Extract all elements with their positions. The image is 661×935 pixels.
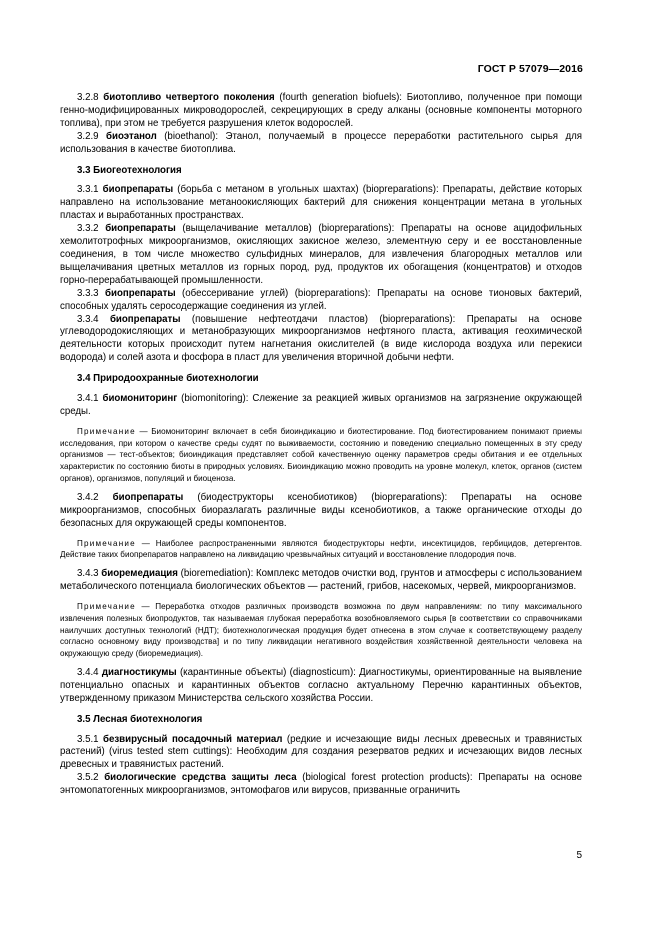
paragraph-3-5-1: 3.5.1 безвирусный посадочный материал (редкие и исчезающие виды лесных древесных и травянистых растений) (virus tested stem cuttings): Необходим для создания резерватов редких и исчезающих видов лесных древесных и травянистых растений.	[60, 733, 582, 771]
paragraph-3-5-2: 3.5.2 биологические средства защиты леса (biological forest protection products): Препараты на основе энтомопатогенных микроорганизмов, энтомофагов или вирусов, призванные ограничить	[60, 772, 582, 797]
section-heading-3-4: 3.4 Природоохранные биотехнологии	[77, 373, 259, 385]
term: биопрепараты	[112, 491, 184, 503]
term: биологические средства защиты леса	[104, 772, 297, 784]
term: диагностикумы	[101, 666, 177, 678]
paragraph-3-4-2: 3.4.2 биопрепараты (биодеструкторы ксенобиотиков) (biopreparations): Препараты на основе микроорганизмов, способных биоразлагать различные виды ксенобиотиков, а также органические отходы до безопасных для окружающей среды компонентов.	[60, 491, 582, 529]
section-heading-3-3: 3.3 Биогеотехнология	[77, 164, 182, 176]
section-heading-3-5: 3.5 Лесная биотехнология	[77, 713, 203, 725]
paragraph-3-4-4: 3.4.4 диагностикумы (карантинные объекты) (diagnosticum): Диагностикумы, ориентированные на выявление потенциально опасных и карантинных объектов согласно актуальному Перечню карантинных объектов, утвержденному приказом Министерства сельского хозяйства России.	[60, 666, 582, 704]
term: безвирусный посадочный материал	[103, 733, 283, 745]
page-number: 5	[576, 850, 582, 861]
paragraph-3-3-1: 3.3.1 биопрепараты (борьба с метаном в угольных шахтах) (biopreparations): Препараты, действие которых направлено на использование метаноокисляющих бактерий для снижения концентрации метана в угольных пластах и выработанных пространствах.	[60, 184, 582, 222]
term: биоэтанол	[106, 130, 157, 142]
paragraph-3-3-3: 3.3.3 биопрепараты (обессеривание углей) (biopreparations): Препараты на основе тионовых бактерий, способных удалять серосодержащие соединения из углей.	[60, 287, 582, 312]
document-body	[60, 92, 582, 798]
paragraph-3-2-9: 3.2.9 биоэтанол (bioethanol): Этанол, получаемый в процессе переработки растительного сырья для использования в качестве биотоплива.	[60, 130, 582, 155]
term: биопрепараты	[102, 184, 174, 196]
document-id: ГОСТ Р 57079—2016	[477, 63, 583, 75]
paragraph-3-4-3: 3.4.3 биоремедиация (bioremediation): Комплекс методов очистки вод, грунтов и атмосферы с использованием метаболического потенциала биологических объектов — растений, грибов, насекомых, червей, микроорганизмов.	[60, 568, 582, 593]
paragraph-3-3-4: 3.3.4 биопрепараты (повышение нефтеотдачи пластов) (biopreparations): Препараты на основе углеводородокисляющих и метанобразующих микроорганизмов нефтяного пласта, активация геохимической деятельности которых происходит путем нагнетания окислителей (в виде кислорода воздуха или перекиси водорода) и солей азота и фосфора в пласт для увеличения вторичной добычи нефти.	[60, 313, 582, 364]
term: биопрепараты	[109, 313, 181, 325]
paragraph-3-2-8: 3.2.8 биотопливо четвертого поколения (fourth generation biofuels): Биотопливо, полученное при помощи генно-модифицированных микроводорослей, секрецирующих в среду алканы (основные компоненты моторного топлива), при этом не требуется разрушения клеток водорослей.	[60, 92, 582, 129]
term: биоремедиация	[101, 568, 178, 580]
term: биотопливо четвертого поколения	[103, 92, 275, 103]
note-label: Примечание	[77, 538, 136, 548]
term: биопрепараты	[105, 223, 176, 235]
note-label: Примечание	[77, 601, 136, 611]
note-3-4-3: Примечание — Переработка отходов различных производств возможна по двум направлениям: по типу максимального извлечения полезных биопродуктов, так называемая глубокая переработка возобновляемого сырья [в соответствии со справочниками наилучших доступных технологий (НДТ); биотехнологическая продукция будет отнесена в этом случае к соответствующему разделу согласно основному виду производства] и по типу ликвидации негативного воздействия хозяйственной деятельности человека на окружающую среду (биоремедиация).	[60, 601, 582, 659]
note-3-4-2: Примечание — Наиболее распространенными являются биодеструкторы нефти, инсектицидов, гербицидов, детергентов. Действие таких биопрепаратов направлено на ликвидацию чрезвычайных ситуаций и восстановление плодородия почв.	[60, 538, 582, 560]
note-3-4-1: Примечание — Биомониторинг включает в себя биоиндикацию и биотестирование. Под биотестированием понимают приемы исследования, при котором о качестве среды судят по выживаемости, состоянию и поведению специально помещенных в эту среду организмов — тест-объектов; биоиндикация представляет собой качественную оценку параметров среды обитания и ее отдельных характеристик по состоянию биоты в природных условиях. Биоиндикацию можно проводить на уровне молекул, клеток, органов (систем органов), организмов, популяций и биоценоза.	[60, 426, 582, 484]
term: биомониторинг	[102, 393, 178, 405]
paragraph-3-4-1: 3.4.1 биомониторинг (biomonitoring): Слежение за реакцией живых организмов на загрязнение окружающей среды.	[60, 393, 582, 417]
term: биопрепараты	[105, 287, 176, 299]
paragraph-3-3-2: 3.3.2 биопрепараты (выщелачивание металлов) (biopreparations): Препараты на основе ацидофильных хемолитотрофных микроорганизмов, окисляющих закисное железо, элементную серу и ее восстановленные соединения, в том числе множество сульфидных минералов, для извлечения благородных металлов или выщелачивания цветных металлов из горных пород, руд, продуктов их обогащения (концентратов) и отходов горно-перерабатывающей промышленности.	[60, 223, 582, 286]
note-label: Примечание	[77, 426, 136, 436]
